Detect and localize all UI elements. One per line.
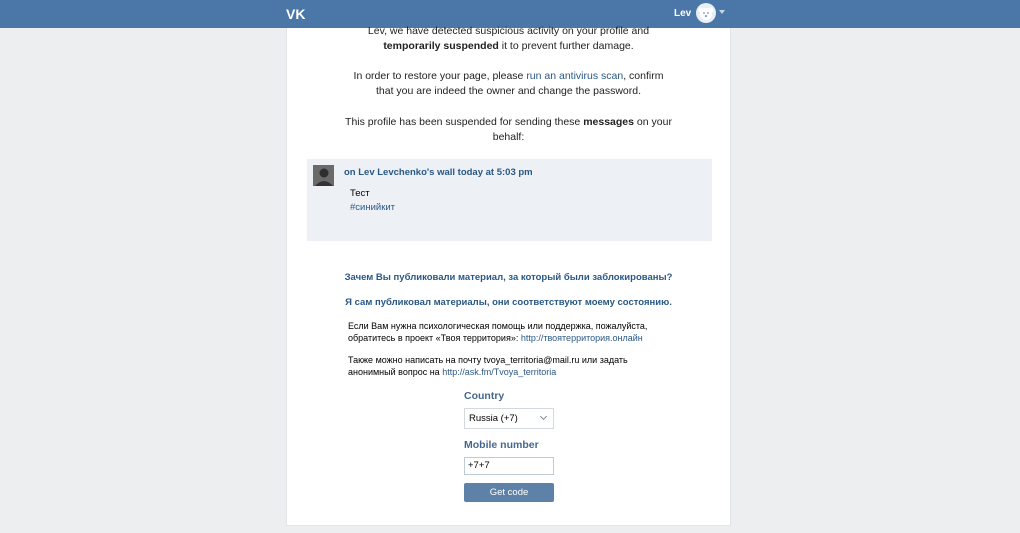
notice-line: , confirm bbox=[623, 70, 664, 82]
suspended-post bbox=[307, 159, 712, 241]
info-line: обратитесь в проект «Твоя территория»: bbox=[348, 333, 521, 343]
askfm-link[interactable]: http://ask.fm/Tvoya_territoria bbox=[442, 367, 557, 377]
country-select-value: Russia (+7) bbox=[469, 413, 518, 424]
notice-line: on your bbox=[634, 116, 672, 128]
notice-bold: temporarily suspended bbox=[383, 40, 499, 52]
info-line: анонимный вопрос на bbox=[348, 367, 443, 377]
help-info-2 bbox=[348, 354, 688, 378]
chevron-down-icon[interactable] bbox=[719, 10, 725, 14]
antivirus-scan-link[interactable]: run an antivirus scan bbox=[526, 70, 624, 82]
post-text: Тест bbox=[350, 188, 370, 199]
notice-paragraph-1 bbox=[287, 24, 730, 54]
notice-line: Lev, we have detected suspicious activity on your profile and bbox=[367, 25, 650, 37]
notice-bold: messages bbox=[583, 116, 634, 128]
get-code-button[interactable]: Get code bbox=[464, 483, 554, 502]
notice-line: that you are indeed the owner and change the password. bbox=[375, 85, 642, 97]
post-author-avatar[interactable] bbox=[313, 165, 334, 186]
post-hashtag-link[interactable]: #синийкит bbox=[350, 202, 396, 213]
info-line: Также можно написать на почту tvoya_territoria@mail.ru или задать bbox=[348, 355, 628, 365]
info-line: Если Вам нужна психологическая помощь или поддержка, пожалуйста, bbox=[348, 321, 648, 331]
chevron-down-icon bbox=[540, 413, 547, 420]
notice-line: behalf: bbox=[492, 131, 525, 143]
notice-line: In order to restore your page, please bbox=[353, 70, 527, 82]
mobile-number-label: Mobile number bbox=[464, 439, 539, 451]
dog-avatar-icon[interactable] bbox=[696, 3, 716, 23]
vk-logo-icon[interactable] bbox=[286, 6, 308, 22]
territory-site-link[interactable]: http://твоятерритория.онлайн bbox=[520, 333, 643, 343]
country-select[interactable] bbox=[464, 408, 554, 429]
question-2: Я сам публиковал материалы, они соответствуют моему состоянию. bbox=[345, 297, 672, 308]
help-info-1 bbox=[348, 320, 688, 344]
country-label: Country bbox=[464, 390, 505, 402]
notice-line: it to prevent further damage. bbox=[498, 40, 634, 52]
suspension-card bbox=[286, 25, 731, 526]
user-name[interactable]: Lev bbox=[674, 8, 692, 19]
svg-text:VK: VK bbox=[286, 6, 306, 22]
notice-paragraph-2 bbox=[287, 69, 730, 99]
mobile-number-input[interactable]: +7+7 bbox=[464, 457, 554, 475]
notice-paragraph-3 bbox=[287, 115, 730, 145]
post-header-link[interactable]: on Lev Levchenko's wall today at 5:03 pm bbox=[344, 167, 533, 178]
question-1: Зачем Вы публиковали материал, за который были заблокированы? bbox=[344, 272, 673, 283]
notice-line: This profile has been suspended for sending these bbox=[345, 116, 584, 128]
